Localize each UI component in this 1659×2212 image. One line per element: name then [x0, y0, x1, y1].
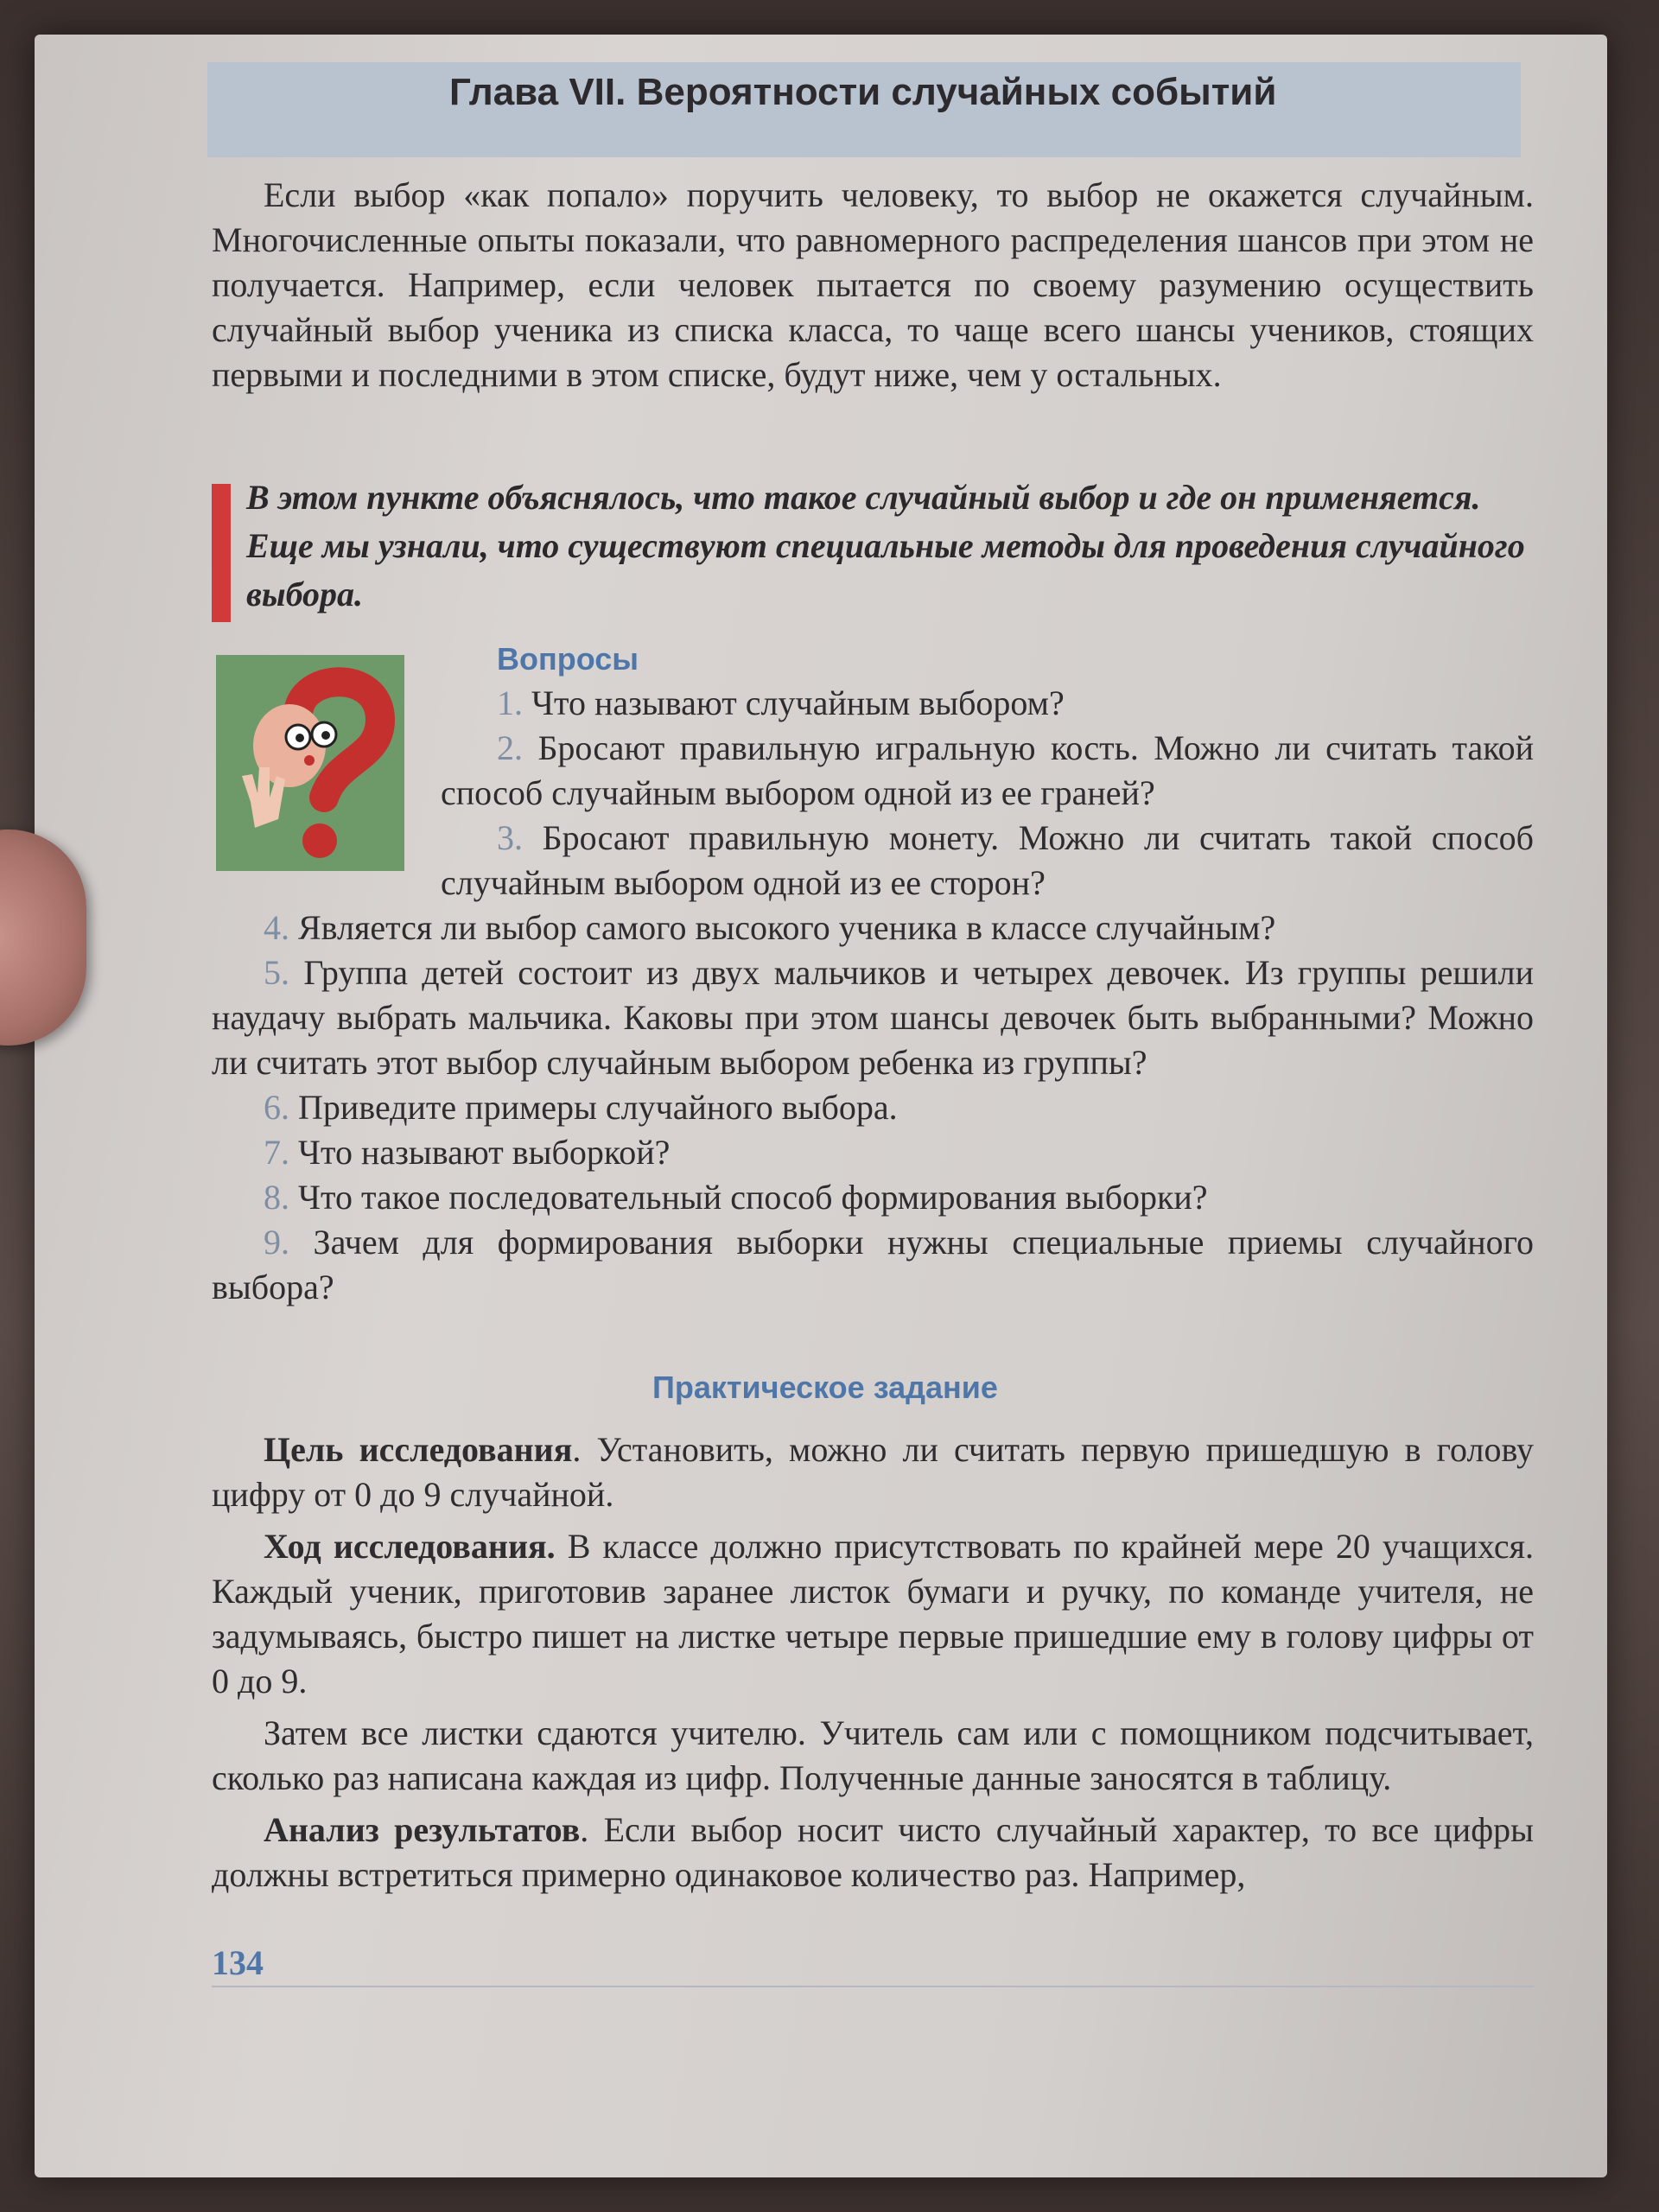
question-text: Является ли выбор самого высокого ученика в классе случайным? — [298, 908, 1276, 947]
goal-paragraph — [212, 1427, 1534, 1517]
question-item — [212, 1130, 1534, 1175]
procedure-text: В классе должно присутствовать по крайней мере 20 учащихся. Каждый ученик, приготовив заранее листок бумаги и ручку, по команде учителя, не задумываясь, быстро пишет на листке четыре первые пришедшие ему в голову цифры от 0 до 9. — [212, 1527, 1534, 1700]
summary-accent-bar — [212, 484, 231, 622]
question-item — [212, 1085, 1534, 1130]
analysis-paragraph — [212, 1808, 1534, 1897]
page-number: 134 — [212, 1943, 264, 1982]
question-number: 2. — [497, 728, 523, 767]
questions-list — [212, 681, 1534, 1310]
question-text: Бросают правильную игральную кость. Можно ли считать такой способ случайным выбором одной из ее граней? — [441, 728, 1534, 812]
question-text: Что такое последовательный способ формирования выборки? — [298, 1178, 1208, 1217]
practice-title: Практическое задание — [652, 1370, 998, 1405]
question-item — [212, 950, 1534, 1085]
footer-rule — [212, 1986, 1534, 1987]
summary-text: В этом пункте объяснялось, что такое случайный выбор и где он применяется. Еще мы узнали, что существуют специальные методы для проведения случайного выбора. — [246, 478, 1525, 613]
question-text: Группа детей состоит из двух мальчиков и четырех девочек. Из группы решили наудачу выбрать мальчика. Каковы при этом шансы девочек быть выбранными? Можно ли считать этот выбор случайным выбором ребенка из группы? — [212, 953, 1535, 1082]
question-number: 5. — [264, 953, 289, 992]
question-number: 9. — [264, 1223, 289, 1262]
question-text: Приведите примеры случайного выбора. — [298, 1088, 898, 1127]
question-text: Что называют случайным выбором? — [531, 683, 1065, 722]
procedure-paragraph — [212, 1524, 1534, 1704]
question-item — [212, 726, 1534, 816]
question-text: Зачем для формирования выборки нужны специальные приемы случайного выбора? — [212, 1223, 1535, 1306]
questions-title: Вопросы — [497, 641, 639, 677]
procedure-label: Ход исследования. — [264, 1527, 556, 1566]
question-item — [212, 1220, 1534, 1310]
collection-paragraph: Затем все листки сдаются учителю. Учитель сам или с помощником подсчитывает, сколько раз написана каждая из цифр. Полученные данные заносятся в таблицу. — [212, 1713, 1534, 1797]
analysis-text: . Если выбор носит чисто случайный характер, то все цифры должны встретиться примерно одинаковое количество раз. Например, — [212, 1810, 1535, 1894]
question-text: Что называют выборкой? — [298, 1133, 671, 1172]
question-item — [212, 816, 1534, 906]
practice-body — [212, 1427, 1534, 1904]
question-number: 6. — [264, 1088, 289, 1127]
intro-paragraph: Если выбор «как попало» поручить человеку, то выбор не окажется случайным. Многочисленные опыты показали, что равномерного распределения шансов при этом не получается. Например, если человек пытается по своему разумению осуществить случайный выбор ученика из списка класса, то чаще всего шансы учеников, стоящих первыми и последними в этом списке, будут ниже, чем у остальных. — [212, 175, 1534, 394]
question-number: 3. — [497, 818, 523, 857]
chapter-title: Глава VII. Вероятности случайных событий — [449, 71, 1277, 113]
question-item — [212, 906, 1534, 950]
question-number: 1. — [497, 683, 523, 722]
question-item — [212, 681, 1534, 726]
goal-label: Цель исследования — [264, 1430, 573, 1469]
goal-text: . Установить, можно ли считать первую пришедшую в голову цифру от 0 до 9 случайной. — [212, 1430, 1534, 1514]
analysis-label: Анализ результатов — [264, 1810, 581, 1849]
question-number: 4. — [264, 908, 289, 947]
question-item — [212, 1175, 1534, 1220]
question-text: Бросают правильную монету. Можно ли считать такой способ случайным выбором одной из ее сторон? — [441, 818, 1535, 902]
question-number: 7. — [264, 1133, 289, 1172]
question-number: 8. — [264, 1178, 289, 1217]
intro-paragraph-block — [212, 173, 1534, 397]
